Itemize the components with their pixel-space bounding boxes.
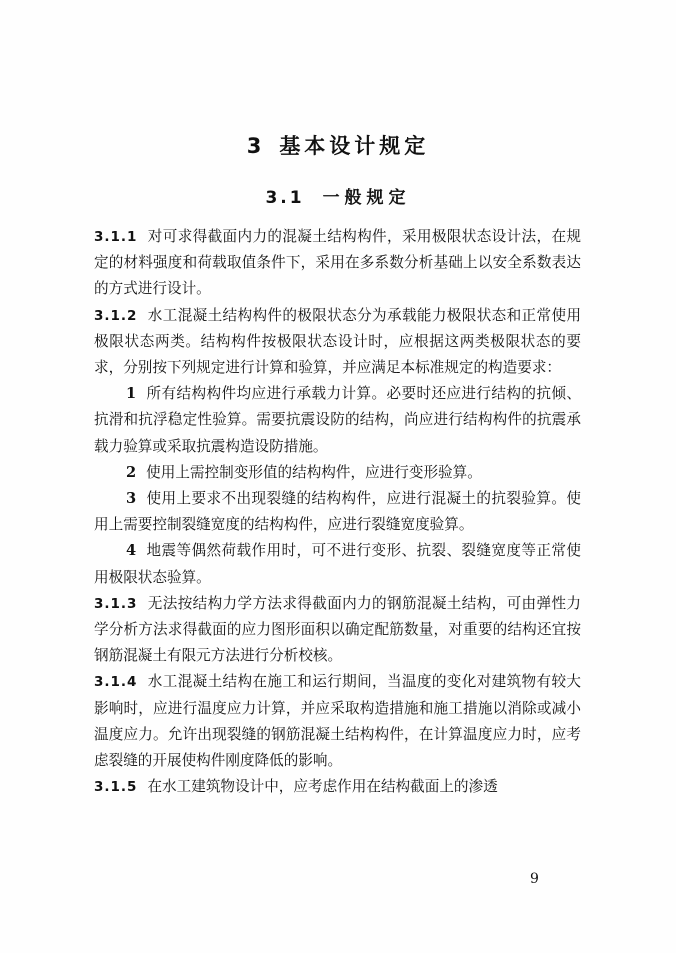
chapter-number: 3 — [246, 134, 266, 158]
clause-3-1-5 — [94, 774, 581, 800]
clause-number: 3.1.5 — [94, 779, 138, 796]
clause-3-1-3 — [94, 591, 581, 670]
clause-number: 3.1.1 — [94, 229, 138, 245]
page-number: 9 — [530, 871, 539, 887]
clause-text: 对可求得截面内力的混凝土结构构件，采用极限状态设计法，在规定的材料强度和荷载取值条件下，采用在多系数分析基础上以安全系数表达的方式进行设计。 — [94, 228, 581, 298]
clause-3-1-2 — [94, 303, 581, 382]
list-item-2 — [94, 460, 581, 486]
item-text: 所有结构构件均应进行承载力计算。必要时还应进行结构的抗倾、抗滑和抗浮稳定性验算。需要抗震设防的结构，尚应进行结构构件的抗震承载力验算或采取抗震构造设防措施。 — [94, 385, 581, 455]
clause-text: 水工混凝土结构构件的极限状态分为承载能力极限状态和正常使用极限状态两类。结构构件按极限状态设计时，应根据这两类极限状态的要求，分别按下列规定进行计算和验算，并应满足本标准规定的构造要求： — [94, 306, 581, 377]
item-number: 2 — [126, 463, 137, 481]
item-number: 1 — [126, 385, 137, 403]
list-item-1 — [94, 381, 581, 460]
clause-text: 水工混凝土结构在施工和运行期间，当温度的变化对建筑物有较大影响时，应进行温度应力计算，并应采取构造措施和施工措施以消除或减小温度应力。允许出现裂缝的钢筋混凝土结构构件，在计算温度应力时，应考虑裂缝的开展使构件刚度降低的影响。 — [94, 673, 581, 770]
clause-number: 3.1.4 — [94, 674, 138, 691]
clause-number: 3.1.3 — [94, 595, 138, 612]
clause-text: 在水工建筑物设计中，应考虑作用在结构截面上的渗透 — [147, 778, 498, 796]
item-number: 3 — [126, 490, 137, 508]
section-number: 3.1 — [265, 188, 305, 208]
clause-3-1-4 — [94, 669, 581, 774]
clause-3-1-1 — [94, 224, 581, 303]
clause-number: 3.1.2 — [94, 307, 138, 324]
section-title-text: 一般规定 — [322, 188, 411, 208]
chapter-heading — [0, 130, 676, 160]
item-number: 4 — [126, 542, 137, 560]
section-heading — [0, 183, 676, 208]
chapter-title-text: 基本设计规定 — [279, 134, 430, 158]
list-item-3 — [94, 486, 581, 538]
body-text — [94, 224, 581, 800]
item-text: 地震等偶然荷载作用时，可不进行变形、抗裂、裂缝宽度等正常使用极限状态验算。 — [94, 542, 581, 586]
item-text: 使用上要求不出现裂缝的结构构件，应进行混凝土的抗裂验算。使用上需要控制裂缝宽度的结构构件，应进行裂缝宽度验算。 — [94, 490, 581, 534]
clause-text: 无法按结构力学方法求得截面内力的钢筋混凝土结构，可由弹性力学分析方法求得截面的应力图形面积以确定配筋数量，对重要的结构还宜按钢筋混凝土有限元方法进行分析校核。 — [94, 594, 581, 665]
item-text: 使用上需控制变形值的结构构件，应进行变形验算。 — [146, 463, 482, 481]
list-item-4 — [94, 538, 581, 590]
